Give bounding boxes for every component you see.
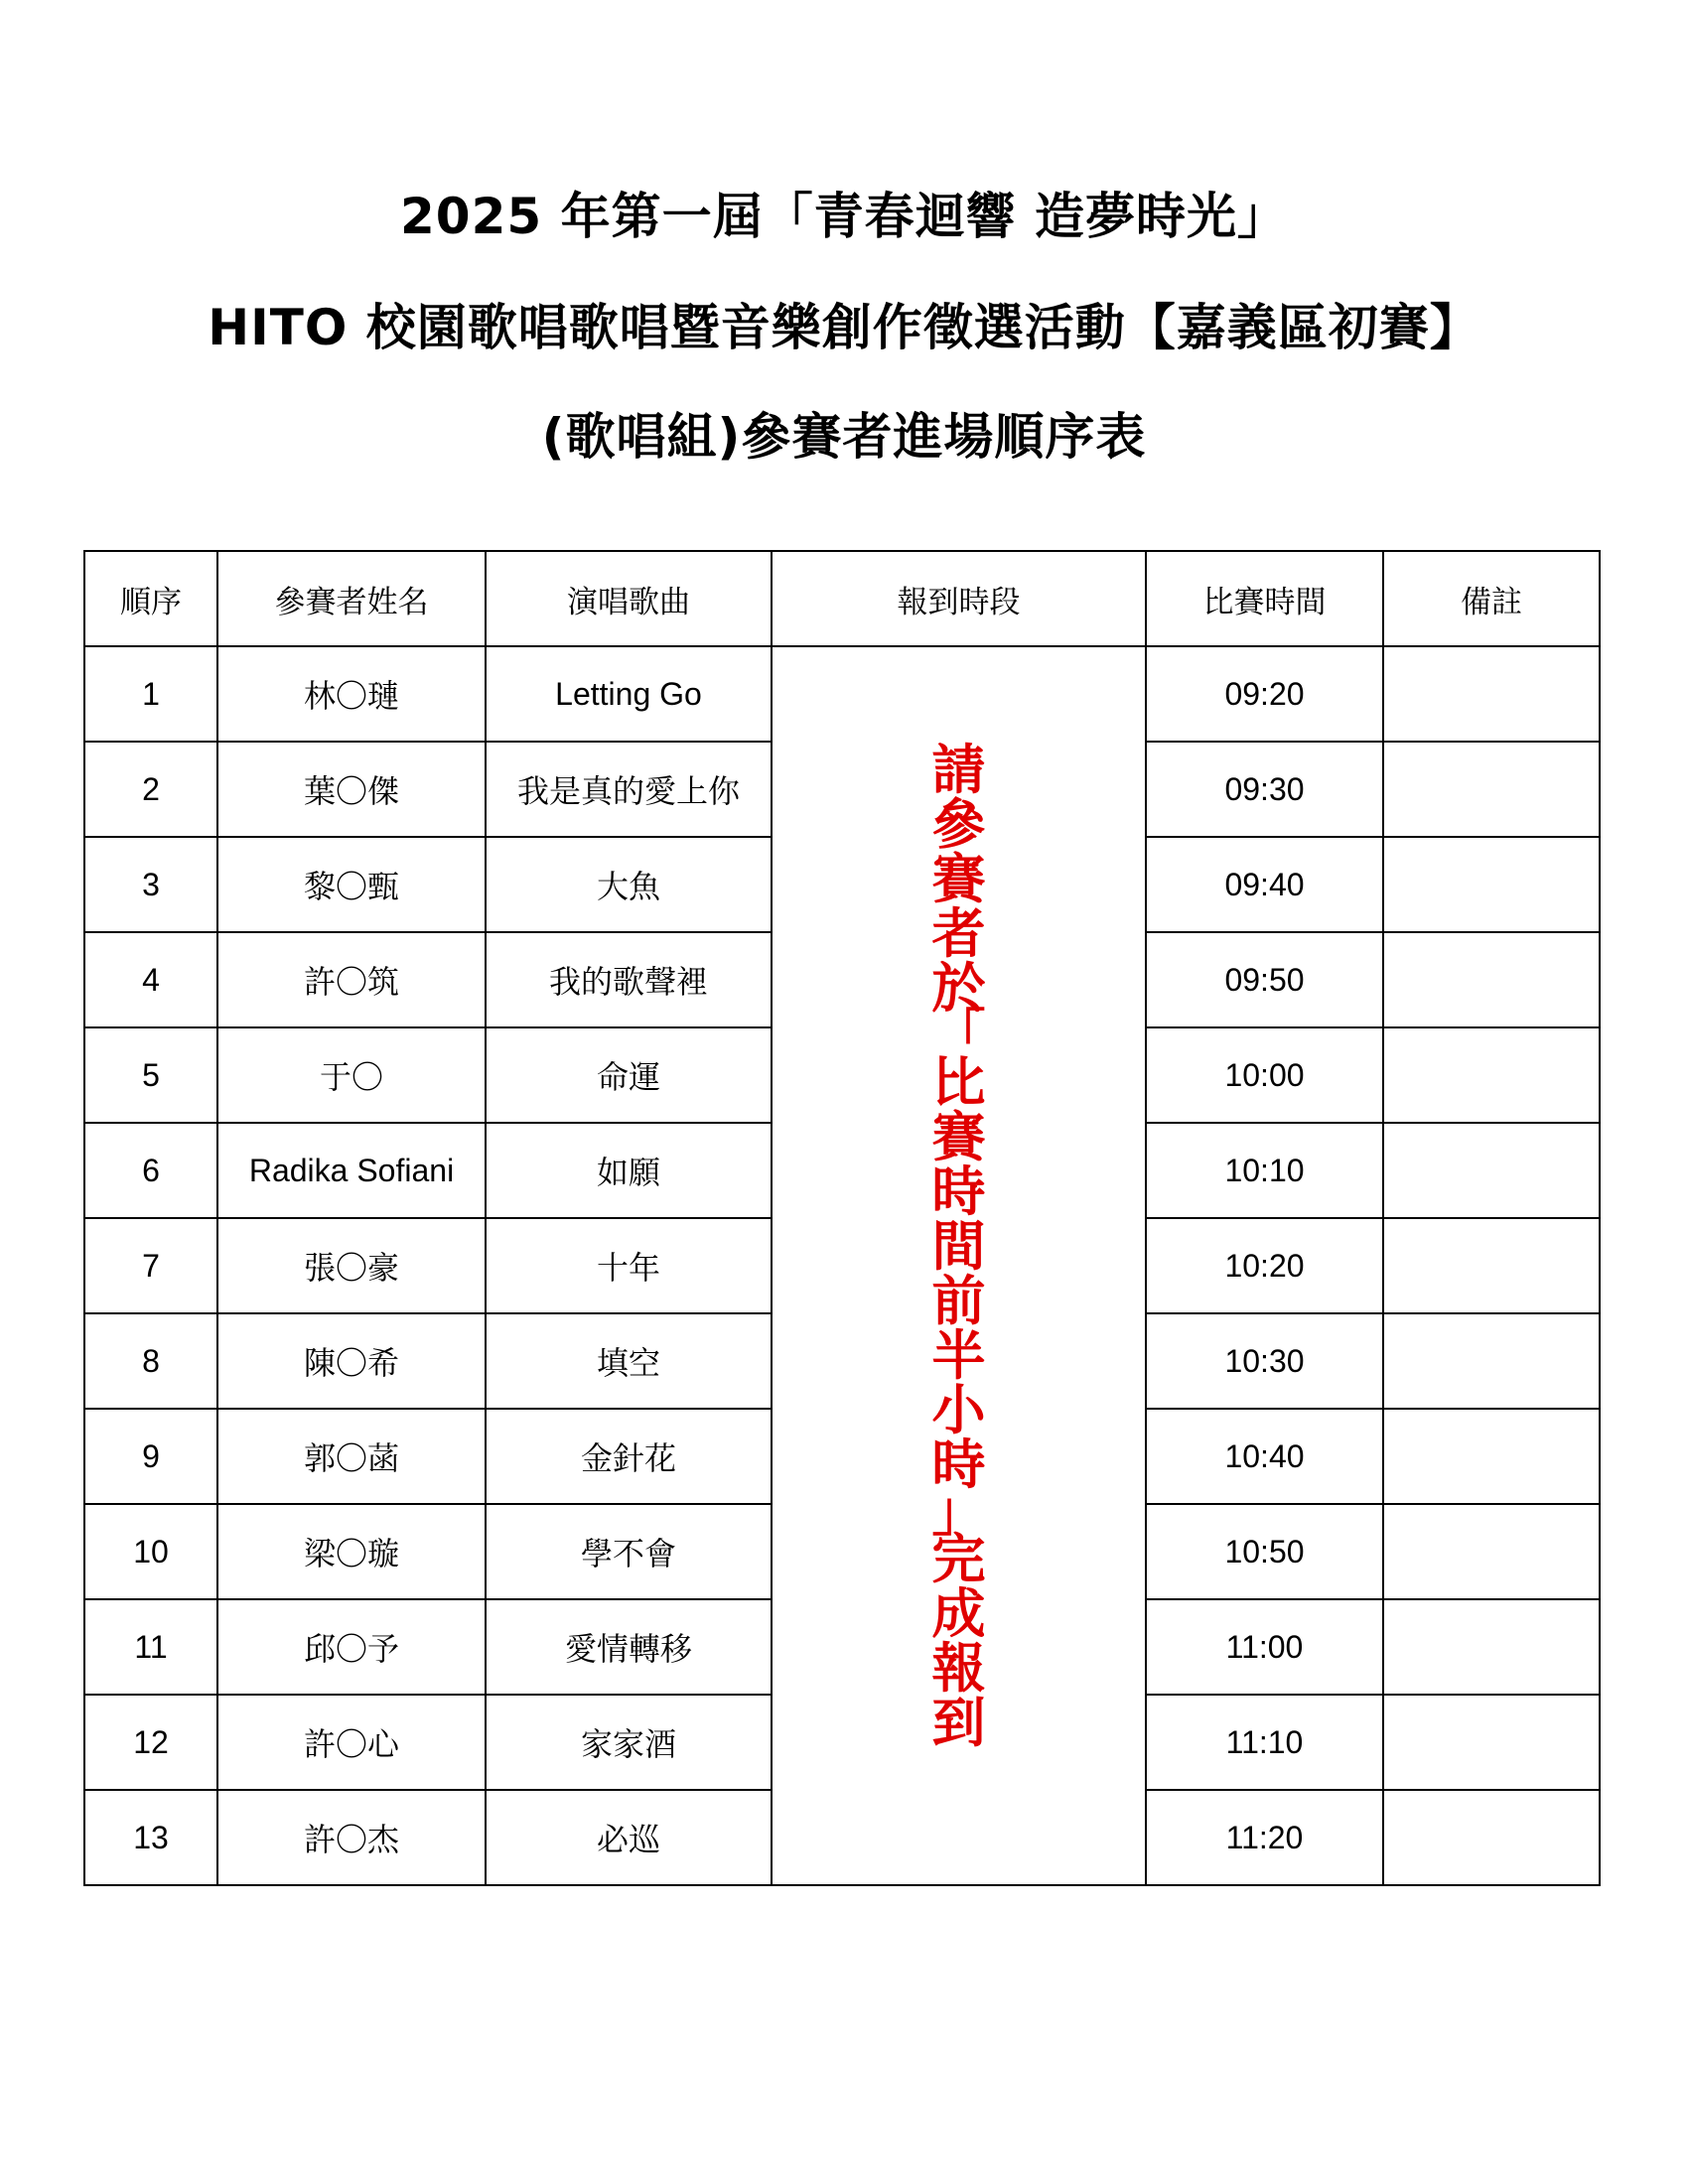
notice-char: 小 xyxy=(931,1378,986,1441)
song-cell: 金針花 xyxy=(486,1409,772,1504)
time-cell: 10:10 xyxy=(1146,1123,1383,1218)
header-name: 參賽者姓名 xyxy=(217,551,486,646)
name-cell: 于〇 xyxy=(217,1027,486,1123)
name-cell: 黎〇甄 xyxy=(217,837,486,932)
song-cell: Letting Go xyxy=(486,646,772,742)
song-cell: 我是真的愛上你 xyxy=(486,742,772,837)
time-cell: 09:30 xyxy=(1146,742,1383,837)
song-cell: 填空 xyxy=(486,1313,772,1409)
order-cell: 2 xyxy=(84,742,217,837)
notice-char: 「 xyxy=(931,1003,986,1066)
name-cell: Radika Sofiani xyxy=(217,1123,486,1218)
song-cell: 我的歌聲裡 xyxy=(486,932,772,1027)
notice-char: 比 xyxy=(931,1050,986,1114)
checkin-notice xyxy=(773,738,1145,1754)
table-row xyxy=(84,646,1600,742)
song-cell: 學不會 xyxy=(486,1504,772,1599)
notice-char: 成 xyxy=(931,1581,986,1645)
time-cell: 10:20 xyxy=(1146,1218,1383,1313)
name-cell: 陳〇希 xyxy=(217,1313,486,1409)
table-header-row xyxy=(84,551,1600,646)
notice-char: 請 xyxy=(931,738,986,801)
notice-char: 報 xyxy=(931,1636,986,1700)
order-cell: 1 xyxy=(84,646,217,742)
note-cell xyxy=(1383,646,1600,742)
notice-char: 賽 xyxy=(931,1105,986,1168)
notice-char: 」 xyxy=(931,1479,986,1543)
note-cell xyxy=(1383,932,1600,1027)
note-cell xyxy=(1383,1790,1600,1885)
name-cell: 許〇杰 xyxy=(217,1790,486,1885)
notice-char: 半 xyxy=(931,1323,986,1387)
note-cell xyxy=(1383,1313,1600,1409)
name-cell: 梁〇璇 xyxy=(217,1504,486,1599)
song-cell: 必巡 xyxy=(486,1790,772,1885)
note-cell xyxy=(1383,1218,1600,1313)
notice-char: 參 xyxy=(931,792,986,856)
order-cell: 11 xyxy=(84,1599,217,1695)
time-cell: 11:10 xyxy=(1146,1695,1383,1790)
notice-char: 前 xyxy=(931,1269,986,1332)
header-checkin: 報到時段 xyxy=(772,551,1146,646)
time-cell: 10:30 xyxy=(1146,1313,1383,1409)
title-line-2: HITO 校園歌唱歌唱暨音樂創作徵選活動【嘉義區初賽】 xyxy=(208,299,1480,356)
time-cell: 09:50 xyxy=(1146,932,1383,1027)
name-cell: 許〇筑 xyxy=(217,932,486,1027)
time-cell: 10:00 xyxy=(1146,1027,1383,1123)
note-cell xyxy=(1383,1409,1600,1504)
time-cell: 09:20 xyxy=(1146,646,1383,742)
song-cell: 大魚 xyxy=(486,837,772,932)
header-song: 演唱歌曲 xyxy=(486,551,772,646)
time-cell: 11:00 xyxy=(1146,1599,1383,1695)
time-cell: 09:40 xyxy=(1146,837,1383,932)
order-cell: 6 xyxy=(84,1123,217,1218)
header-time: 比賽時間 xyxy=(1146,551,1383,646)
song-cell: 命運 xyxy=(486,1027,772,1123)
order-cell: 7 xyxy=(84,1218,217,1313)
header-note: 備註 xyxy=(1383,551,1600,646)
note-cell xyxy=(1383,837,1600,932)
song-cell: 家家酒 xyxy=(486,1695,772,1790)
notice-char: 者 xyxy=(931,901,986,965)
name-cell: 郭〇菡 xyxy=(217,1409,486,1504)
name-cell: 林〇璉 xyxy=(217,646,486,742)
time-cell: 11:20 xyxy=(1146,1790,1383,1885)
notice-char: 到 xyxy=(931,1691,986,1754)
notice-char: 間 xyxy=(931,1214,986,1278)
order-cell: 10 xyxy=(84,1504,217,1599)
note-cell xyxy=(1383,742,1600,837)
note-cell xyxy=(1383,1027,1600,1123)
header-order: 順序 xyxy=(84,551,217,646)
note-cell xyxy=(1383,1695,1600,1790)
time-cell: 10:50 xyxy=(1146,1504,1383,1599)
song-cell: 愛情轉移 xyxy=(486,1599,772,1695)
order-cell: 5 xyxy=(84,1027,217,1123)
note-cell xyxy=(1383,1504,1600,1599)
order-cell: 12 xyxy=(84,1695,217,1790)
notice-char: 賽 xyxy=(931,847,986,910)
title-line-3: (歌唱組)參賽者進場順序表 xyxy=(541,408,1147,466)
note-cell xyxy=(1383,1599,1600,1695)
song-cell: 如願 xyxy=(486,1123,772,1218)
checkin-notice-cell xyxy=(772,646,1146,1885)
notice-char: 完 xyxy=(931,1527,986,1590)
schedule-table xyxy=(83,550,1601,1886)
name-cell: 邱〇予 xyxy=(217,1599,486,1695)
notice-char: 時 xyxy=(931,1160,986,1223)
name-cell: 張〇豪 xyxy=(217,1218,486,1313)
order-cell: 9 xyxy=(84,1409,217,1504)
song-cell: 十年 xyxy=(486,1218,772,1313)
table-body xyxy=(84,646,1600,1885)
note-cell xyxy=(1383,1123,1600,1218)
order-cell: 8 xyxy=(84,1313,217,1409)
name-cell: 許〇心 xyxy=(217,1695,486,1790)
name-cell: 葉〇傑 xyxy=(217,742,486,837)
order-cell: 3 xyxy=(84,837,217,932)
order-cell: 13 xyxy=(84,1790,217,1885)
time-cell: 10:40 xyxy=(1146,1409,1383,1504)
title-line-1: 2025 年第一屆「青春迴響 造夢時光」 xyxy=(400,188,1288,245)
notice-char: 時 xyxy=(931,1433,986,1496)
notice-char: 於 xyxy=(931,956,986,1020)
order-cell: 4 xyxy=(84,932,217,1027)
